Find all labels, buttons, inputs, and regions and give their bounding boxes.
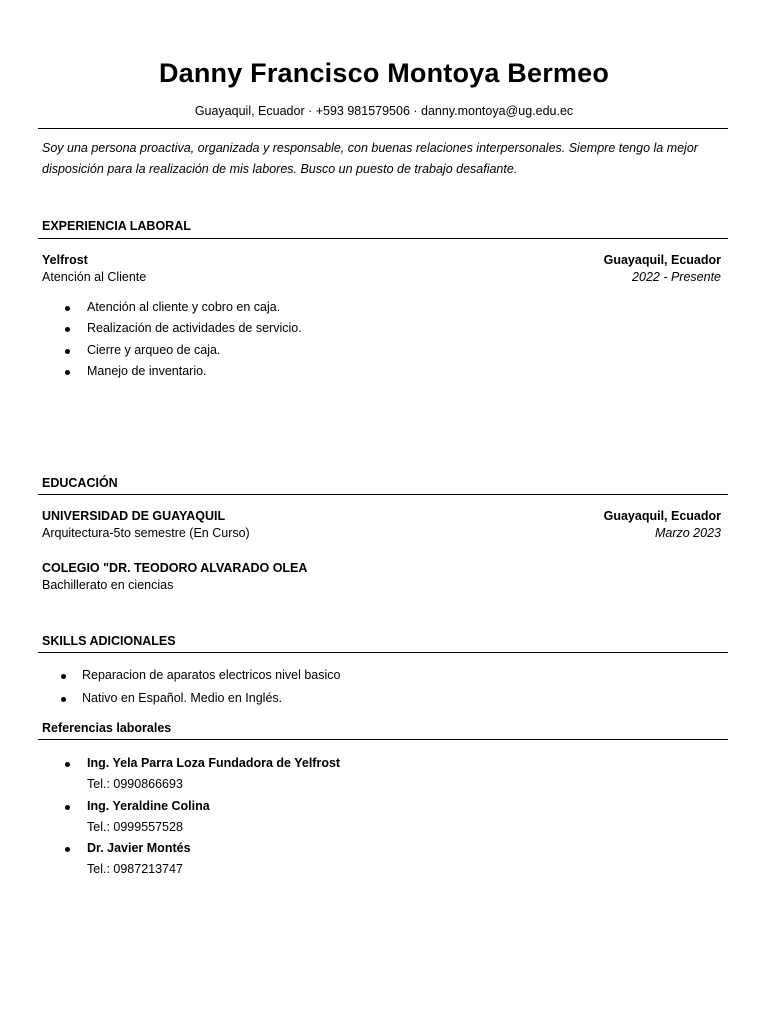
bullet-icon bbox=[65, 847, 70, 852]
references-divider bbox=[38, 739, 728, 740]
list-item bbox=[87, 300, 302, 321]
list-item bbox=[87, 321, 302, 342]
education-divider bbox=[38, 494, 728, 495]
header-divider bbox=[38, 128, 728, 129]
school-date: Marzo 2023 bbox=[654, 526, 721, 540]
list-item bbox=[82, 668, 340, 691]
school-name: UNIVERSIDAD DE GUAYAQUIL bbox=[42, 509, 226, 523]
skill-text: Reparacion de aparatos electricos nivel basico bbox=[82, 668, 341, 682]
list-item bbox=[87, 343, 302, 364]
bullet-icon bbox=[61, 697, 66, 702]
section-title-education: EDUCACIÓN bbox=[42, 476, 118, 490]
school-program-row bbox=[42, 526, 721, 543]
job-role: Atención al Cliente bbox=[42, 270, 147, 284]
list-item bbox=[82, 691, 340, 714]
reference-phone: Tel.: 0990866693 bbox=[87, 777, 183, 791]
job-location: Guayaquil, Ecuador bbox=[603, 253, 721, 267]
list-item bbox=[87, 841, 340, 884]
duty-text: Atención al cliente y cobro en caja. bbox=[87, 300, 281, 314]
school-program: Arquitectura-5to semestre (En Curso) bbox=[42, 526, 250, 540]
reference-phone: Tel.: 0999557528 bbox=[87, 819, 183, 834]
section-title-skills: SKILLS ADICIONALES bbox=[42, 634, 176, 648]
school-program: Bachillerato en ciencias bbox=[42, 578, 174, 592]
bullet-icon bbox=[65, 762, 70, 767]
reference-name: Ing. Yeraldine Colina bbox=[87, 798, 210, 813]
bullet-icon bbox=[61, 674, 66, 679]
profile-summary: Soy una persona proactiva, organizada y responsable, con buenas relaciones interpersonales. Siempre tengo la mejor disposición para la realización de mis labores. Busco un puesto de trabajo desafiante. bbox=[42, 141, 698, 176]
list-item bbox=[87, 756, 340, 799]
skills-divider bbox=[38, 652, 728, 653]
school-header-row bbox=[42, 509, 721, 526]
list-item bbox=[87, 364, 302, 385]
job-header-row bbox=[42, 253, 721, 270]
reference-name: Ing. Yela Parra Loza Fundadora de Yelfrost bbox=[87, 756, 341, 770]
job-dates: 2022 - Presente bbox=[632, 270, 721, 284]
experience-divider bbox=[38, 238, 728, 239]
skills-list bbox=[82, 668, 340, 713]
duty-text: Realización de actividades de servicio. bbox=[87, 321, 302, 336]
reference-name: Dr. Javier Montés bbox=[87, 841, 191, 855]
school-location: Guayaquil, Ecuador bbox=[603, 509, 721, 523]
references-list bbox=[87, 756, 340, 884]
contact-info: Guayaquil, Ecuador · +593 981579506 · danny.montoya@ug.edu.ec bbox=[194, 104, 574, 118]
section-title-experience: EXPERIENCIA LABORAL bbox=[42, 219, 191, 233]
job-company: Yelfrost bbox=[42, 253, 88, 267]
duty-text: Cierre y arqueo de caja. bbox=[87, 342, 221, 357]
candidate-name: Danny Francisco Montoya Bermeo bbox=[158, 58, 610, 88]
school-name: COLEGIO "DR. TEODORO ALVARADO OLEA bbox=[42, 561, 308, 575]
bullet-icon bbox=[65, 306, 70, 311]
bullet-icon bbox=[65, 349, 70, 354]
school-header-row bbox=[42, 561, 721, 578]
bullet-icon bbox=[65, 370, 70, 375]
section-title-references: Referencias laborales bbox=[42, 721, 172, 735]
list-item bbox=[87, 799, 340, 842]
job-duties-list bbox=[87, 300, 302, 385]
job-role-row bbox=[42, 270, 721, 287]
bullet-icon bbox=[65, 327, 70, 332]
skill-text: Nativo en Español. Medio en Inglés. bbox=[82, 690, 283, 705]
school-program-row bbox=[42, 578, 721, 595]
reference-phone: Tel.: 0987213747 bbox=[87, 862, 183, 876]
duty-text: Manejo de inventario. bbox=[87, 363, 207, 378]
bullet-icon bbox=[65, 805, 70, 810]
